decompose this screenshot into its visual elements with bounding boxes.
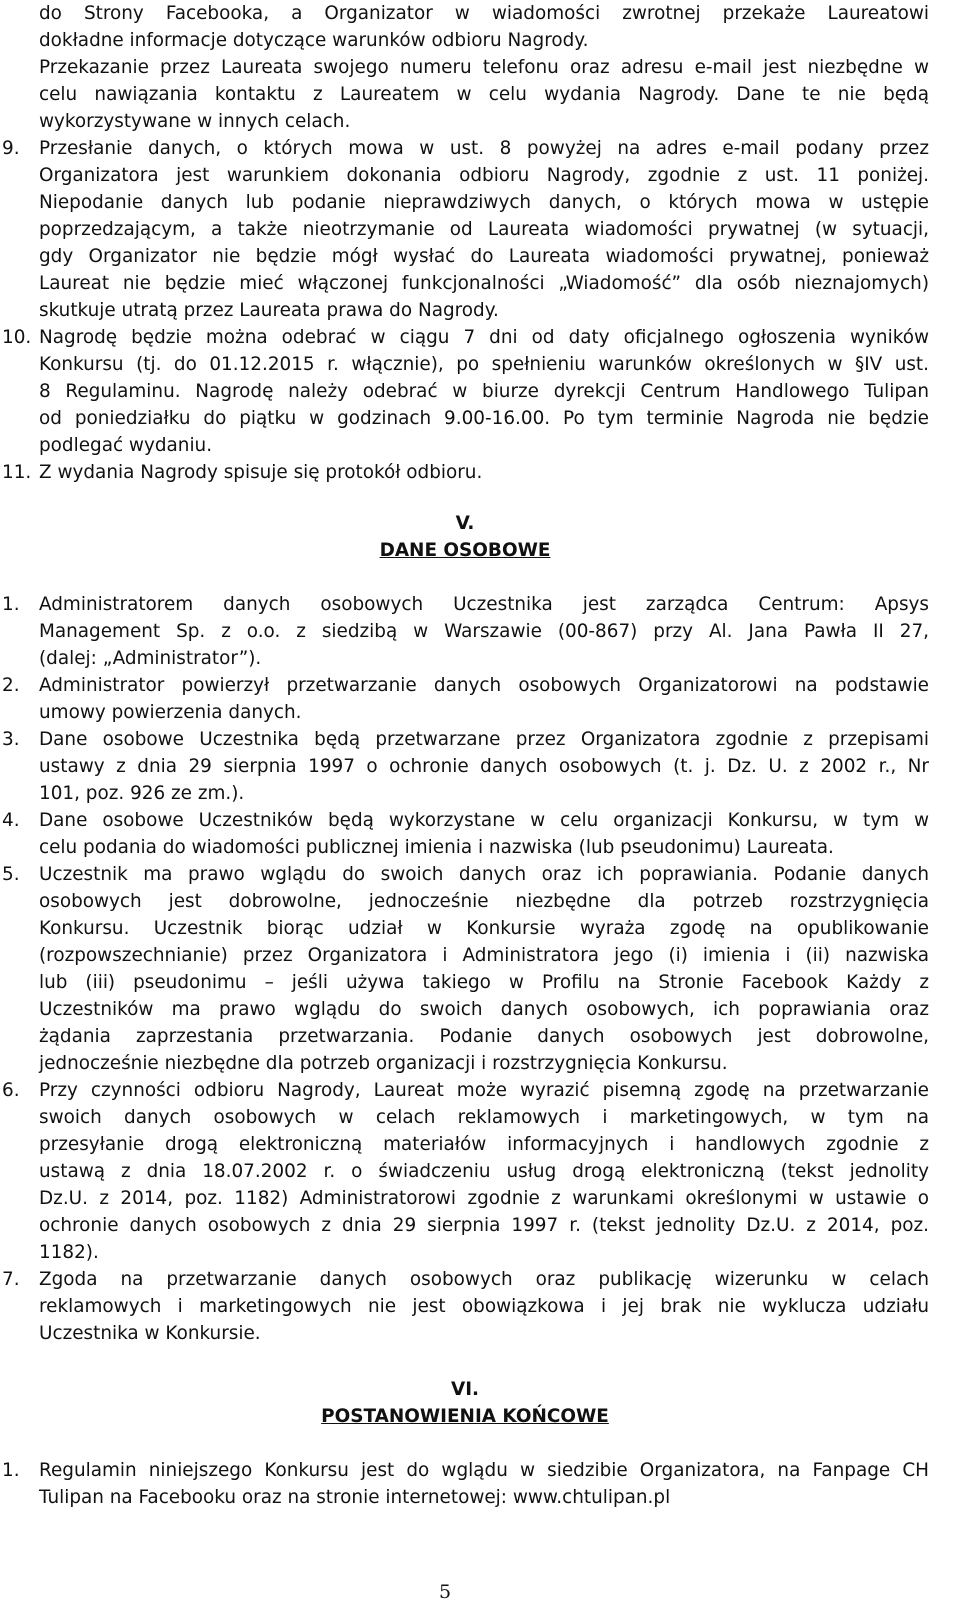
item-line: ustawą z dnia 18.07.2002 r. o świadczeniu usług drogą elektroniczną (tekst jednolity: [39, 1161, 929, 1182]
item-line: osobowych jest dobrowolne, jednocześnie niezbędne dla potrzeb rozstrzygnięcia: [39, 891, 929, 912]
paragraph-line: dokładne informacje dotyczące warunków odbioru Nagrody.: [39, 30, 589, 51]
item-line: Przy czynności odbioru Nagrody, Laureat może wyrazić pisemną zgodę na przetwarzanie: [39, 1080, 929, 1101]
paragraph-line: wykorzystywane w innych celach.: [39, 111, 351, 132]
list-item-1: [0, 591, 960, 672]
item-line: Niepodanie danych lub podanie nieprawdziwych danych, o których mowa w ustępie: [39, 192, 929, 213]
item-line: gdy Organizator nie będzie mógł wysłać do Laureata wiadomości prywatnej, ponieważ: [39, 246, 929, 267]
section6-title: POSTANOWIENIA KOŃCOWE: [321, 1406, 609, 1427]
item-number: 1.: [2, 1460, 20, 1481]
item-line: lub (iii) pseudonimu – jeśli używa takiego w Profilu na Stronie Facebook Każdy z: [39, 972, 929, 993]
item-number: 7.: [2, 1269, 20, 1290]
item-line: swoich danych osobowych w celach reklamowych i marketingowych, w tym na: [39, 1107, 929, 1128]
item-line: żądania zaprzestania przetwarzania. Podanie danych osobowych jest dobrowolne,: [39, 1026, 929, 1047]
item-line: podlegać wydaniu.: [39, 435, 213, 456]
item-line: skutkuje utratą przez Laureata prawa do Nagrody.: [39, 300, 499, 321]
section4-continuation: [0, 0, 960, 486]
item-line: Dane osobowe Uczestnika będą przetwarzane przez Organizatora zgodnie z przepisami: [39, 729, 929, 750]
section5-roman-numeral: V.: [455, 513, 475, 534]
item-line: od poniedziałku do piątku w godzinach 9.00-16.00. Po tym terminie Nagroda nie będzie: [39, 408, 929, 429]
item-number: 4.: [2, 810, 20, 831]
list-item-6: [0, 1077, 960, 1266]
item-line: Administrator powierzył przetwarzanie danych osobowych Organizatorowi na podstawie: [39, 675, 929, 696]
item-line: Zgoda na przetwarzanie danych osobowych oraz publikację wizerunku w celach: [39, 1269, 929, 1290]
item-line: przesyłanie drogą elektroniczną materiałów informacyjnych i handlowych zgodnie z: [39, 1134, 929, 1155]
item-line: (rozpowszechnianie) przez Organizatora i Administratora jego (i) imienia i (ii) nazwiska: [39, 945, 929, 966]
item-line: Uczestników ma prawo wglądu do swoich danych osobowych, ich poprawiania oraz: [39, 999, 929, 1020]
page-number: 5: [438, 1581, 452, 1603]
item-line: celu podania do wiadomości publicznej imienia i nazwiska (lub pseudonimu) Laureata.: [39, 837, 834, 858]
list-item-2: [0, 672, 960, 726]
item-line: Uczestnika w Konkursie.: [39, 1323, 261, 1344]
item-line: Przesłanie danych, o których mowa w ust. 8 powyżej na adres e-mail podany przez: [39, 138, 929, 159]
item-line: ochronie danych osobowych z dnia 29 sierpnia 1997 r. (tekst jednolity Dz.U. z 2014, poz.: [39, 1215, 929, 1236]
section5-title: DANE OSOBOWE: [379, 540, 551, 561]
item-line: umowy powierzenia danych.: [39, 702, 302, 723]
item-number: 9.: [2, 138, 20, 159]
item-line: Regulamin niniejszego Konkursu jest do wglądu w siedzibie Organizatora, na Fanpage CH: [39, 1460, 929, 1481]
item-number: 5.: [2, 864, 20, 885]
section6-roman-numeral: VI.: [450, 1379, 480, 1400]
item-line: 1182).: [39, 1242, 99, 1263]
item-number: 1.: [2, 594, 20, 615]
item-line: Tulipan na Facebooku oraz na stronie internetowej: www.chtulipan.pl: [39, 1487, 671, 1508]
item-line: Dz.U. z 2014, poz. 1182) Administratorowi zgodnie z warunkami określonymi w ustawie o: [39, 1188, 929, 1209]
list-item-7: [0, 1266, 960, 1347]
list-item-10: [0, 324, 960, 459]
list-item-1: [0, 1457, 960, 1511]
item-line: 101, poz. 926 ze zm.).: [39, 783, 245, 804]
paragraph-line: do Strony Facebooka, a Organizator w wiadomości zwrotnej przekaże Laureatowi: [39, 3, 929, 24]
item-line: Z wydania Nagrody spisuje się protokół odbioru.: [39, 462, 483, 483]
paragraph-line: celu nawiązania kontaktu z Laureatem w celu wydania Nagrody. Dane te nie będą: [39, 84, 929, 105]
list-item-11: [0, 459, 960, 486]
item-line: Uczestnik ma prawo wglądu do swoich danych oraz ich poprawiania. Podanie danych: [39, 864, 929, 885]
item-number: 3.: [2, 729, 20, 750]
item-number: 11.: [2, 462, 32, 483]
item-line: Konkursu. Uczestnik biorąc udział w Konkursie wyraża zgodę na opublikowanie: [39, 918, 929, 939]
list-item-9: [0, 135, 960, 324]
item-line: jednocześnie niezbędne dla potrzeb organizacji i rozstrzygnięcia Konkursu.: [39, 1053, 728, 1074]
item-line: poprzedzającym, a także nieotrzymanie od Laureata wiadomości prywatnej (w sytuacji,: [39, 219, 929, 240]
list-item-3: [0, 726, 960, 807]
section6-list: [0, 1457, 960, 1511]
item-line: Dane osobowe Uczestników będą wykorzystane w celu organizacji Konkursu, w tym w: [39, 810, 929, 831]
item-line: Konkursu (tj. do 01.12.2015 r. włącznie), po spełnieniu warunków określonych w §IV ust.: [39, 354, 929, 375]
item-line: 8 Regulaminu. Nagrodę należy odebrać w biurze dyrekcji Centrum Handlowego Tulipan: [39, 381, 929, 402]
item-number: 10.: [2, 327, 32, 348]
list-item-4: [0, 807, 960, 861]
item-number: 2.: [2, 675, 20, 696]
item-line: Organizatora jest warunkiem dokonania odbioru Nagrody, zgodnie z ust. 11 poniżej.: [39, 165, 929, 186]
item-line: Management Sp. z o.o. z siedzibą w Warszawie (00-867) przy Al. Jana Pawła II 27,: [39, 621, 929, 642]
list-item-5: [0, 861, 960, 1077]
section5-list: [0, 591, 960, 1347]
item-line: (dalej: „Administrator”).: [39, 648, 262, 669]
item-line: Laureat nie będzie mieć włączonej funkcjonalności „Wiadomość” dla osób nieznajomych): [39, 273, 929, 294]
item-line: reklamowych i marketingowych nie jest obowiązkowa i jej brak nie wyklucza udziału: [39, 1296, 929, 1317]
paragraph-line: Przekazanie przez Laureata swojego numeru telefonu oraz adresu e-mail jest niezbędne w: [39, 57, 929, 78]
item-line: Nagrodę będzie można odebrać w ciągu 7 dni od daty oficjalnego ogłoszenia wyników: [39, 327, 929, 348]
item-line: Administratorem danych osobowych Uczestnika jest zarządca Centrum: Apsys: [39, 594, 929, 615]
item-line: ustawy z dnia 29 sierpnia 1997 o ochronie danych osobowych (t. j. Dz. U. z 2002 r., Nr: [39, 756, 929, 777]
item-number: 6.: [2, 1080, 20, 1101]
